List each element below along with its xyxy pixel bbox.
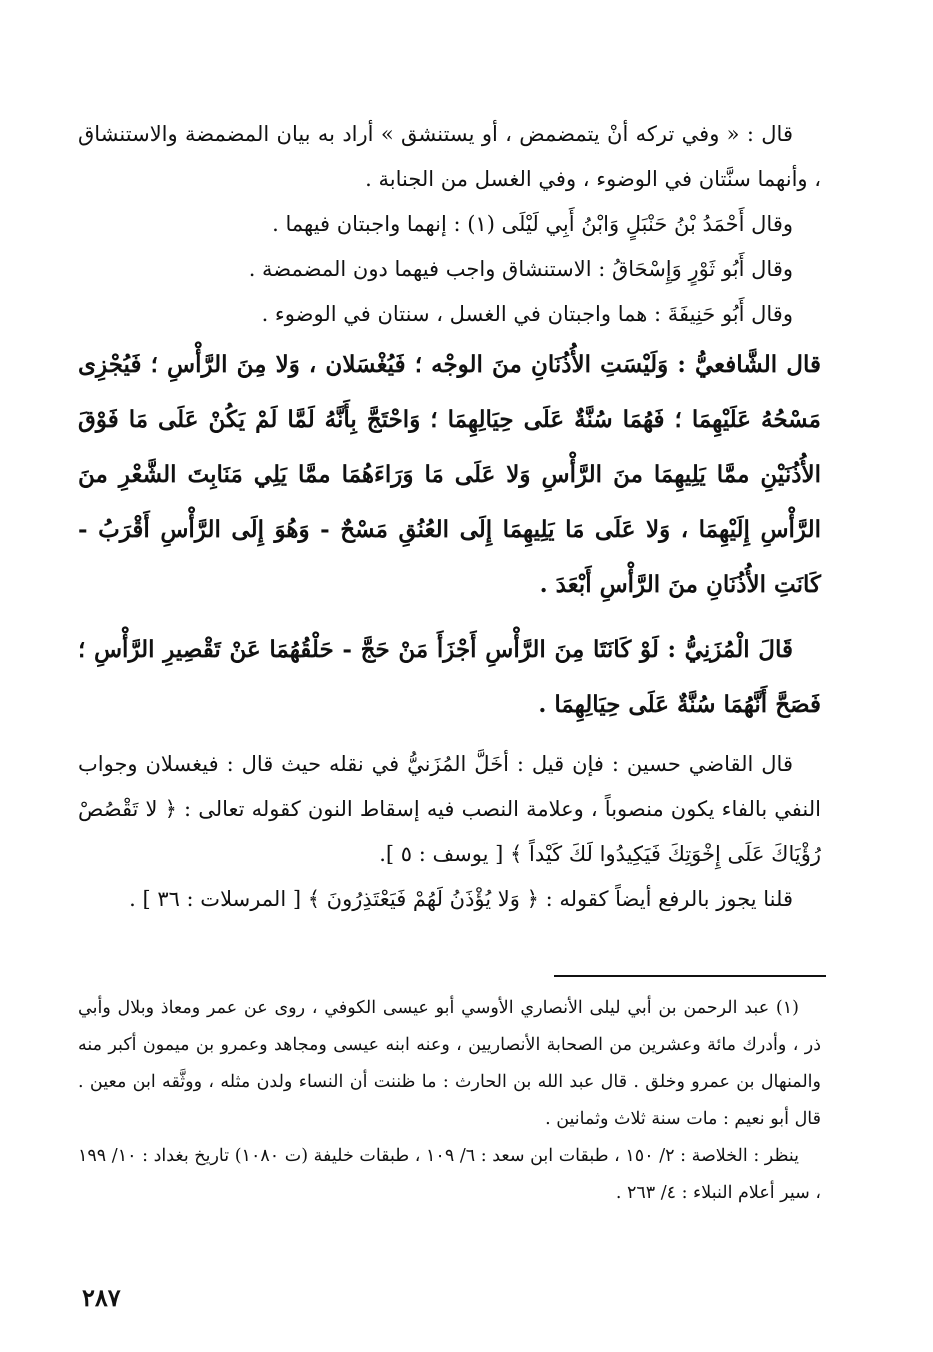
footnotes (78, 990, 821, 1212)
page-number: ٢٨٧ (82, 1283, 121, 1312)
footnote-separator (554, 975, 826, 977)
main-text (78, 112, 821, 922)
paragraph-abu-hanifa-opinion: وقال أَبُو حَنِيفَةَ : هما واجبتان في الغسل ، سنتان في الوضوء . (261, 302, 793, 326)
paragraph-answer: قلنا يجوز بالرفع أيضاً كقوله : ﴿ وَلا يُؤْذَنُ لَهُمْ فَيَعْتَذِرُونَ ﴾ [ المرسلات : ٣٦ ] . (129, 887, 793, 911)
paragraph-ahmad-opinion: وقال أَحْمَدُ بْنُ حَنْبَلٍ وَابْنُ أَبِي لَيْلَى (١) : إنهما واجبتان فيهما . (272, 212, 793, 236)
paragraph-shafii-text: قال الشَّافعيُّ : وَلَيْسَتِ الأُذُنَانِ منَ الوجْه ؛ فَيُغْسَلان ، وَلا مِنَ الرَّأْسِ ؛ فَيُجْزِى مَسْحُهُ عَلَيْهِمَا ؛ فَهُمَا سُنَّةٌ عَلَى حِيَالِهِمَا ؛ وَاحْتَجَّ بِأَنَّهُ لَمَّا لَمْ يَكُنْ عَلَى مَا فَوْقَ الأُذُنَيْنِ ممَّا يَلِيهِمَا منَ الرَّأْسِ وَلا عَلَى مَا وَرَاءَهُمَا ممَّا يَلِي مَنَابِتَ الشَّعْرِ منَ الرَّأْسِ إِلَيْهِمَا ، وَلا عَلَى مَا يَلِيهِمَا إِلَى العُنُقِ مَسْحٌ - وَهُوَ إِلَى الرَّأْسِ أَقْرَبُ - كَانَتِ الأُذُنَانِ منَ الرَّأْسِ أَبْعَدَ . (78, 351, 821, 598)
footnote-1: (١) عبد الرحمن بن أبي ليلى الأنصاري الأوسي أبو عيسى الكوفي ، روى عن عمر ومعاذ وبلال وأبي ذر ، وأدرك مائة وعشرين من الصحابة الأنصاريين ، وعنه ابنه عيسى ومجاهد وعمرو بن ميمون أكبر منه والمنهال بن عمرو وخلق . قال عبد الله بن الحارث : ما ظننت أن النساء ولدن مثله ، ووثَّقه ابن معين . قال أبو نعيم : مات سنة ثلاث وثمانين . (78, 998, 821, 1129)
paragraph-muzani-text: قَالَ الْمُزَنِيُّ : لَوْ كَانَتَا مِنَ الرَّأْسِ أَجْزَأَ مَنْ حَجَّ - حَلْقُهُمَا عَنْ تَقْصِيرِ الرَّأْسِ ؛ فَصَحَّ أَنَّهُمَا سُنَّةٌ عَلَى حِيَالِهِمَا . (78, 636, 821, 718)
paragraph-abu-thawr-opinion: وقال أَبُو ثَوْرٍ وَإِسْحَاقُ : الاستنشاق واجب فيهما دون المضمضة . (248, 257, 793, 281)
paragraph-comment: قال : « وفي تركه أنْ يتمضمض ، أو يستنشق » أراد به بيان المضمضة والاستنشاق ، وأنهما سنَّتان في الوضوء ، وفي الغسل من الجنابة . (78, 122, 821, 191)
footnote-references: ينظر : الخلاصة : ٢/ ١٥٠ ، طبقات ابن سعد : ٦/ ١٠٩ ، طبقات خليفة (ت ١٠٨٠) تاريخ بغداد : ١٠/ ١٩٩ ، سير أعلام النبلاء : ٤/ ٢٦٣ . (78, 1146, 821, 1203)
paragraph-qadi-husayn: قال القاضي حسين : فإن قيل : أخَلَّ المُزَنيُّ في نقله حيث قال : فيغسلان وجواب النفي بالفاء يكون منصوباً ، وعلامة النصب فيه إسقاط النون كقوله تعالى : ﴿ لا تَقْصُصْ رُؤْيَاكَ عَلَى إِخْوَتِكَ فَيَكِيدُوا لَكَ كَيْداً ﴾ [ يوسف : ٥ ]. (78, 752, 821, 866)
